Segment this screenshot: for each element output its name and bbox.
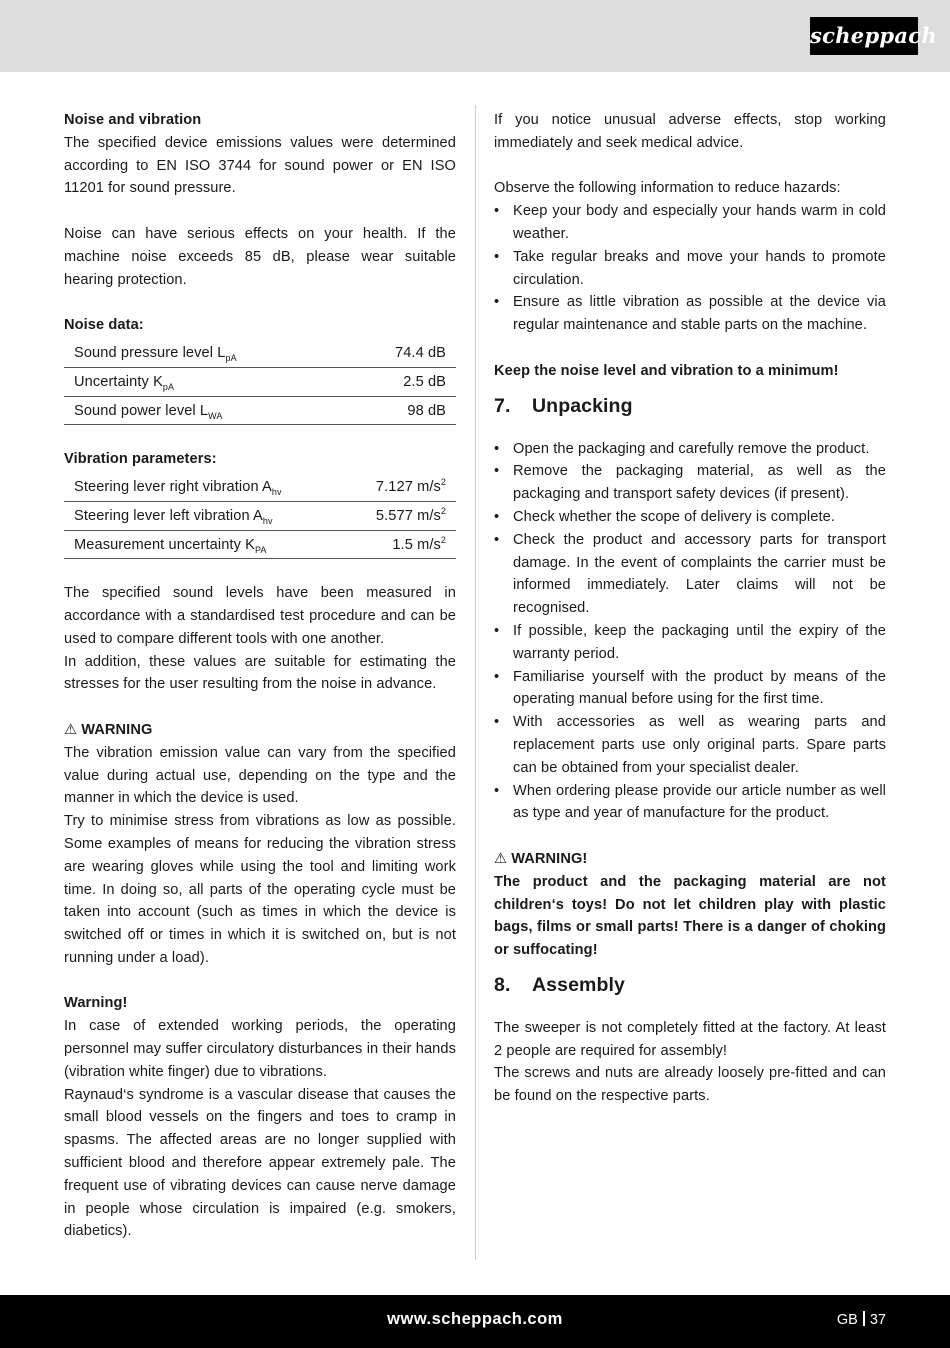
warning2-text-1: In case of extended working periods, the operating personnel may suffer circulatory disturbances in their hands (vibration white finger) due to vibrations.	[64, 1018, 456, 1080]
list-item: • Check whether the scope of delivery is complete.	[494, 506, 886, 529]
spec-label: Steering lever right vibration $A_{hv}$	[64, 473, 345, 501]
list-item: • Take regular breaks and move your hands to promote circulation.	[494, 246, 886, 292]
sound-levels-text: The specified sound levels have been measured in accordance with a standardised test procedure and can be used to compare different tools with one another.	[64, 585, 456, 647]
list-item: • Ensure as little vibration as possible at the device via regular maintenance and stable parts on the machine.	[494, 291, 886, 337]
page-indicator: GB 37	[836, 1312, 886, 1328]
spec-value: 98 dB	[346, 396, 456, 425]
observe-text: Observe the following information to reduce hazards:	[494, 180, 841, 197]
left-column	[64, 109, 456, 1243]
noise-health-text: Noise can have serious effects on your health. If the machine noise exceeds 85 dB, please wear suitable hearing protection.	[64, 225, 456, 288]
spec-label: Uncertainty $K_{pA}$	[64, 367, 346, 396]
vibration-parameters-heading: Vibration parameters:	[64, 451, 217, 468]
assembly-text-1: The sweeper is not completely fitted at the factory. At least 2 people are required for assembly!	[494, 1019, 886, 1059]
spec-label: Steering lever left vibration $A_{hv}$	[64, 501, 345, 530]
unpacking-list	[494, 438, 886, 826]
table-row	[64, 530, 456, 559]
adverse-effects-text: If you notice unusual adverse effects, stop working immediately and seek medical advice.	[494, 112, 886, 151]
scheppach-logo: scheppach	[810, 17, 918, 55]
spec-label: Sound power level $L_{WA}$	[64, 396, 346, 425]
warning-heading: ⚠ WARNING!	[494, 850, 588, 867]
warning-triangle-icon: ⚠	[64, 721, 78, 738]
spec-label: Measurement uncertainty $K_{PA}$	[64, 530, 345, 559]
noise-vibration-heading: Noise and vibration	[64, 112, 202, 128]
list-item: • When ordering please provide our article number as well as type and year of manufacture for the product.	[494, 780, 886, 826]
list-item: • Familiarise yourself with the product by means of the operating manual before using for the first time.	[494, 666, 886, 712]
warning2-text-2: Raynaud‘s syndrome is a vascular disease that causes the small blood vessels on the fingers and toes to cramp in spasms. The affected areas are no longer supplied with sufficient blood and therefore appear extremely pale. The frequent use of vibrating devices can cause nerve damage in people whose circulation is impaired (e.g. smokers, diabetics).	[64, 1086, 456, 1240]
unpacking-heading: 7. Unpacking	[494, 394, 633, 417]
list-item: • Check the product and accessory parts for transport damage. In the event of complaints the carrier must be informed immediately. Later claims will not be recognised.	[494, 529, 886, 620]
table-row	[64, 501, 456, 530]
noise-data-table	[64, 339, 456, 425]
warning-heading: ⚠ WARNING	[64, 721, 153, 738]
footer-bar	[0, 1295, 950, 1348]
table-row	[64, 339, 456, 367]
warning2-heading: Warning!	[64, 995, 128, 1012]
list-item: • Remove the packaging material, as well as the packaging and transport safety devices (if present).	[494, 460, 886, 506]
warning-text-1: The vibration emission value can vary from the specified value during actual use, depending on the type and the manner in which the device is used.	[64, 744, 456, 807]
children-warning-text: The product and the packaging material are not children‘s toys! Do not let children play with plastic bags, films or small parts! There is a danger of choking or suffocating!	[494, 873, 886, 959]
assembly-text-2: The screws and nuts are already loosely pre-fitted and can be found on the respective parts.	[494, 1065, 886, 1105]
website-link[interactable]: www.scheppach.com	[387, 1310, 563, 1328]
spec-value: 1.5 $m/s^2$	[345, 530, 456, 559]
header-band	[0, 0, 950, 72]
spec-value: 74.4 dB	[346, 339, 456, 367]
spec-label: Sound pressure level $L_{pA}$	[64, 339, 346, 367]
sound-levels-text-2: In addition, these values are suitable for estimating the stresses for the user resulting from the noise in advance.	[64, 653, 456, 693]
table-row	[64, 473, 456, 501]
hazard-list	[494, 200, 886, 337]
list-item: • Keep your body and especially your hands warm in cold weather.	[494, 200, 886, 246]
list-item: • If possible, keep the packaging until the expiry of the warranty period.	[494, 620, 886, 666]
table-row	[64, 367, 456, 396]
assembly-heading: 8. Assembly	[494, 973, 625, 996]
noise-data-heading: Noise data:	[64, 317, 144, 334]
spec-value: 7.127 $m/s^2$	[345, 473, 456, 501]
warning-triangle-icon: ⚠	[494, 850, 508, 867]
spec-value: 2.5 dB	[346, 367, 456, 396]
column-divider	[475, 105, 476, 1260]
page-number: 37	[869, 1312, 886, 1328]
spec-value: 5.577 $m/s^2$	[345, 501, 456, 530]
warning-text-2: Try to minimise stress from vibrations as low as possible. Some examples of means for reducing the vibration stress are wearing gloves while using the tool and limiting work time. In doing so, all parts of the operating cycle must be taken into account (such as times in which the device is switched off or times in which it is switched on, but is not running under a load).	[64, 813, 456, 966]
noise-intro-text: The specified device emissions values were determined according to EN ISO 3744 for sound power or EN ISO 11201 for sound pressure.	[64, 134, 456, 197]
table-row	[64, 396, 456, 425]
keep-minimum-text: Keep the noise level and vibration to a minimum!	[494, 362, 839, 379]
list-item: • Open the packaging and carefully remove the product.	[494, 438, 886, 461]
list-item: • With accessories as well as wearing parts and replacement parts use only original parts. Spare parts can be obtained from your specialist dealer.	[494, 711, 886, 779]
right-column	[494, 109, 886, 1108]
vibration-table	[64, 473, 456, 559]
